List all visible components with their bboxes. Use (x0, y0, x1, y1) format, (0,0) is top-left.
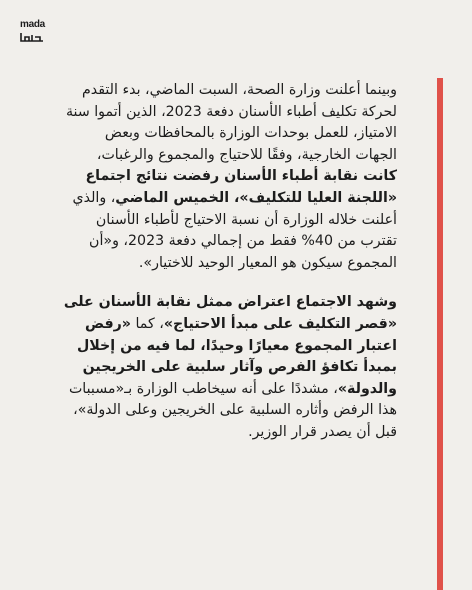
article-text-column (62, 70, 397, 444)
paragraph-2-bold-text-a: وشهد الاجتماع اعتراض ممثل نقابة الأسنان على «قصر التكليف على مبدأ الاحتياج» (63, 294, 397, 332)
paragraph-2-bold-text-b: «رفض اعتبار المجموع معيارًا وحيدًا، لما فيه من إخلال بمبدأ تكافؤ الفرص وآثار سلبية على الخريجين والدولة» (76, 315, 397, 397)
paragraph-1-bold-text: كانت نقابة أطباء الأسنان رفضت نتائج اجتماع «اللجنة العليا للتكليف»، الخميس الماضي (85, 168, 397, 206)
paragraph-2-text-b: ، مشددًا على أنه سيخاطب الوزارة بـ«مسببات هذا الرفض وأثاره السلبية على الخريجين وعلى الدولة»، قبل أن يصدر قرار الوزير. (68, 380, 397, 440)
paragraph-1-text-a: وبينما أعلنت وزارة الصحة، السبت الماضي، بدء التقدم لحركة تكليف أطباء الأسنان دفعة 2023، الذين أتموا سنة الامتياز، للعمل بوحدات الوزارة بالمحافظات وبعض الجهات الخارجية، وفقًا للاحتياج والمجموع والرغبات، (65, 82, 397, 163)
article-paragraph-2 (62, 292, 397, 443)
paragraph-2-text-a: ، كما (130, 315, 164, 332)
logo-arabic-mark-icon (20, 31, 44, 43)
paragraph-1-text-b: ، والذي أعلنت خلاله الوزارة أن نسبة الاحتياج لأطباء الأسنان تقترب من 40% فقط من إجمالي دفعة 2023، و«أن المجموع سيكون هو المعيار الوحيد للاختيار». (72, 189, 397, 271)
article-body (20, 70, 452, 590)
logo-wordmark: mada (20, 19, 45, 30)
mada-logo (20, 20, 46, 44)
article-paragraph-1 (62, 80, 397, 274)
